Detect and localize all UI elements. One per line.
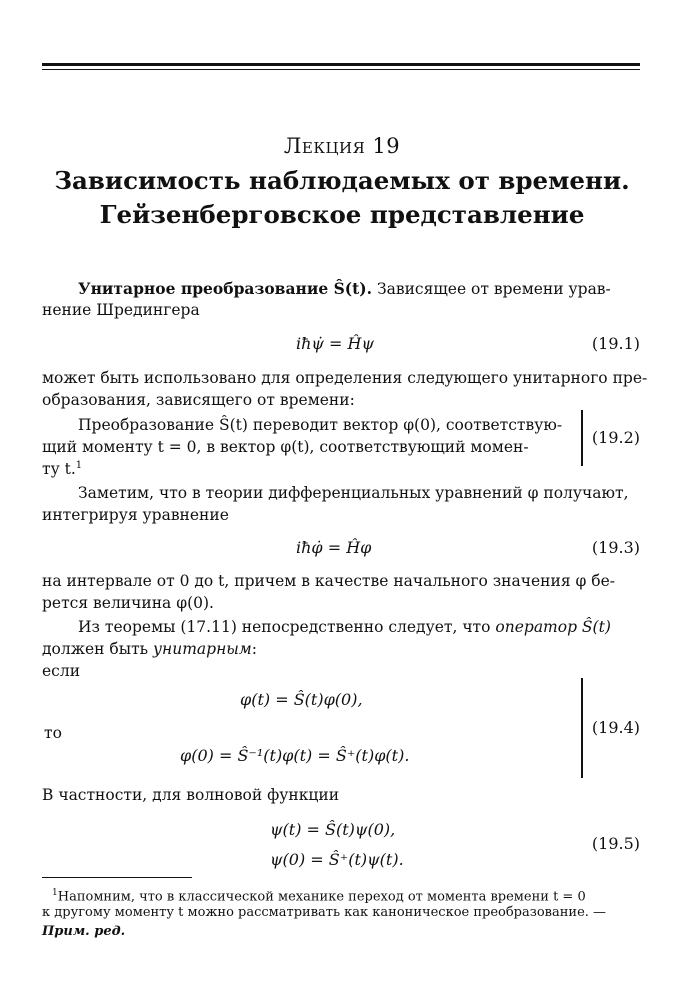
para3-line1: Заметим, что в теории дифференциальных уравнений φ получают, [78, 484, 629, 502]
para2-line1: может быть использовано для определения следующего унитарного пре- [42, 369, 648, 387]
equation-19-4-connector: то [44, 724, 62, 742]
para5-line1-emphasis: оператор Ŝ(t) [495, 618, 611, 636]
para1-line1-rest: Зависящее от времени урав- [376, 280, 611, 298]
definition-line2: щий моменту t = 0, в вектор φ(t), соответствующий момен- [42, 438, 529, 456]
para5-line1-start: Из теоремы (17.11) непосредственно следует, что [78, 618, 491, 636]
para5-line3: если [42, 662, 81, 680]
definition-line3 [42, 460, 82, 478]
equation-19-4-line1: φ(t) = Ŝ(t)φ(0), [240, 690, 363, 709]
lecture-label: Лекция 19 [283, 134, 401, 158]
footnote-line3: Прим. ред. [42, 924, 126, 939]
chapter-title-line1: Зависимость наблюдаемых от времени. [54, 166, 630, 195]
para4-line2: рется величина φ(0). [42, 594, 214, 612]
footnote-rule [42, 877, 192, 878]
equation-number-19-4: (19.4) [591, 718, 640, 737]
para5-line2 [42, 640, 257, 658]
definition-line3-text: ту t. [42, 460, 76, 479]
footnote-line1-text: Напомним, что в классической механике переход от момента времени t = 0 [57, 889, 586, 905]
equation-number-19-1: (19.1) [591, 334, 640, 353]
chapter-title-line2: Гейзенберговское представление [99, 200, 585, 229]
section-heading: Унитарное преобразование Ŝ(t). [78, 279, 373, 298]
para5-line2-end: : [251, 640, 257, 658]
para5-line2-emphasis: унитарным [153, 640, 252, 658]
definition-bar [581, 410, 583, 466]
equation-19-1: iħψ̇ = Ĥψ [296, 334, 375, 353]
header-rule-thick [42, 63, 640, 66]
equation-19-4-bar [581, 678, 583, 778]
footnote-line2: к другому моменту t можно рассматривать как каноническое преобразование. — [42, 905, 607, 920]
equation-19-3: iħφ̇ = Ĥφ [296, 538, 372, 557]
equation-number-19-5: (19.5) [591, 834, 640, 853]
equation-number-19-3: (19.3) [591, 538, 640, 557]
para1-line1 [78, 279, 611, 298]
definition-line1: Преобразование Ŝ(t) переводит вектор φ(0), соответствую- [78, 416, 563, 434]
para1-line2: нение Шредингера [42, 301, 200, 319]
footnote-ref: 1 [75, 460, 83, 471]
para2-line2: образования, зависящего от времени: [42, 391, 355, 409]
equation-19-5-line2: ψ(0) = Ŝ⁺(t)ψ(t). [270, 850, 404, 869]
header-rule-thin [42, 69, 640, 70]
para5-line1 [78, 618, 611, 636]
para3-line2: интегрируя уравнение [42, 506, 229, 524]
equation-19-4-line2: φ(0) = Ŝ⁻¹(t)φ(t) = Ŝ⁺(t)φ(t). [180, 746, 410, 765]
para4-line1: на интервале от 0 до t, причем в качестве начального значения φ бе- [42, 572, 616, 590]
equation-number-19-2: (19.2) [591, 428, 640, 447]
footnote-mark: 1 [52, 888, 58, 898]
para6-line1: В частности, для волновой функции [42, 786, 340, 804]
equation-19-5-line1: ψ(t) = Ŝ(t)ψ(0), [270, 820, 396, 839]
para5-line2-start: должен быть [42, 640, 149, 658]
